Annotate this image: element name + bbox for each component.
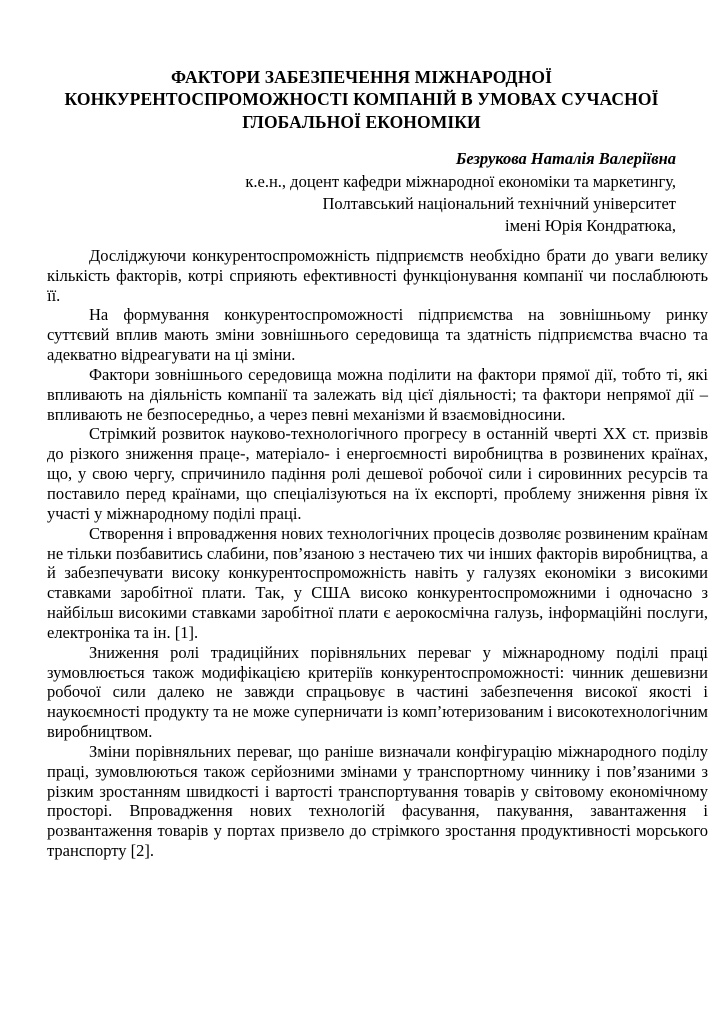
- paragraph-3: Фактори зовнішнього середовища можна поділити на фактори прямої дії, тобто ті, які впливають на діяльність компанії та залежать від цієї діяльності; та фактори непрямої дії – впливають не безпосередньо, а через певні механізми й взаємовідносини.: [47, 364, 708, 424]
- paper-title-line-2: КОНКУРЕНТОСПРОМОЖНОСТІ КОМПАНІЙ В УМОВАХ СУЧАСНОЇ: [64, 89, 659, 110]
- paper-title-line-3: ГЛОБАЛЬНОЇ ЕКОНОМІКИ: [242, 111, 481, 132]
- paper-title-line-1: ФАКТОРИ ЗАБЕЗПЕЧЕННЯ МІЖНАРОДНОЇ: [170, 67, 553, 87]
- paragraph-2: На формування конкурентоспроможності підприємства на зовнішньому ринку суттєвий вплив мають зміни зовнішнього середовища та здатність підприємства вчасно та адекватно відреагувати на ці зміни.: [47, 305, 708, 365]
- paragraph-1: Досліджуючи конкурентоспроможність підприємств необхідно брати до уваги велику кількість факторів, котрі сприяють ефективності функціонування компанії чи послаблюють її.: [47, 245, 708, 305]
- paragraph-6: Зниження ролі традиційних порівняльних переваг у міжнародному поділі праці зумовлюється також модифікацією критеріїв конкурентоспроможності: чинник дешевизни робочої сили далеко не завжди спрацьовує в частині забезпечення високої якості і наукоємності продукту та не може суперничати із комп’ютеризованим і високотехнологічним виробництвом.: [47, 642, 708, 742]
- author-block: [47, 148, 676, 238]
- paragraph-5: Створення і впровадження нових технологічних процесів дозволяє розвиненим країнам не тільки позбавитись слабини, пов’язаною з нестачею тих чи інших факторів виробництва, а й забезпечувати високу конкурентоспроможність навіть у галузях економіки з високими ставками заробітної плати. Так, у США високо конкурентоспроможними і одночасно з найбільш високими ставками заробітної плати є аерокосмічна галузь, інформаційні послуги, електроніка та ін. [1].: [47, 523, 708, 642]
- paragraph-7: Зміни порівняльних переваг, що раніше визначали конфігурацію міжнародного поділу праці, зумовлюються також серйозними змінами у транспортному чиннику і пов’язаними з різким зростанням швидкості і вартості транспортування товарів у світовому економічному просторі. Впровадження нових технологій фасування, пакування, завантаження і розвантаження товарів у портах призвело до стрімкого зростання продуктивності морського транспорту [2].: [47, 741, 708, 861]
- article-body: [47, 246, 708, 861]
- paragraph-4: Стрімкий розвиток науково-технологічного прогресу в останній чверті ХХ ст. призвів до різкого зниження праце-, матеріало- і енергоємності виробництва в розвинених країнах, що, у свою чергу, спричинило падіння ролі дешевої робочої сили і сировинних ресурсів та поставило перед країнами, що спеціалізуються на їх експорті, проблему зниження рівня їх участі у міжнародному поділі праці.: [47, 424, 708, 523]
- author-affiliation-line-3: імені Юрія Кондратюка,: [505, 216, 676, 236]
- author-affiliation-line-2: Полтавський національний технічний університет: [322, 194, 676, 214]
- author-affiliation-line-1: к.е.н., доцент кафедри міжнародної економіки та маркетингу,: [245, 171, 676, 191]
- paper-title: [47, 66, 676, 133]
- author-name: Безрукова Наталія Валеріївна: [455, 149, 676, 169]
